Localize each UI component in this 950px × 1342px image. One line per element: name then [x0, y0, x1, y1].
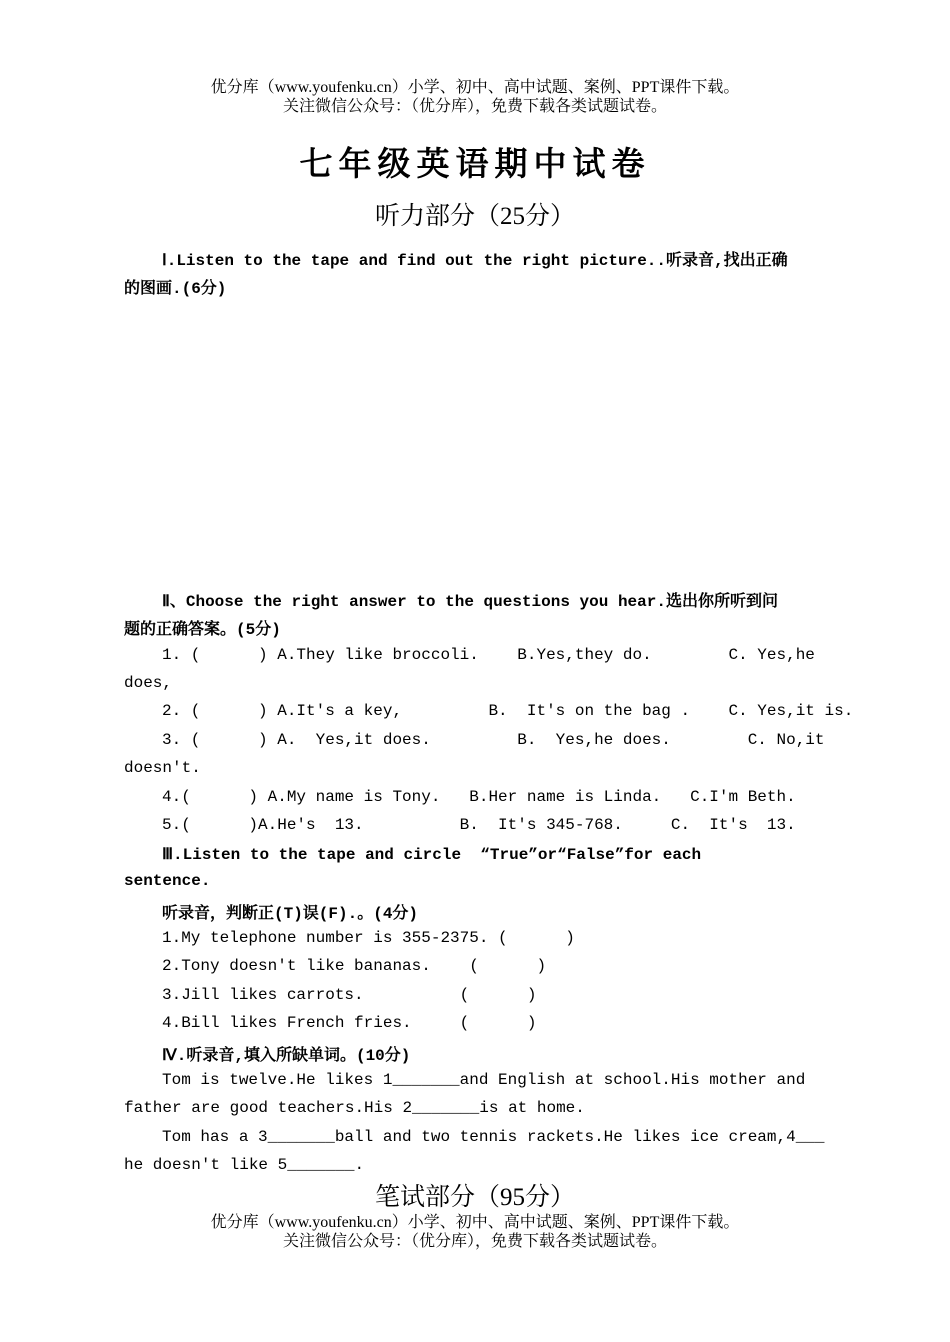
footer-line-1: 优分库（www.youfenku.cn）小学、初中、高中试题、案例、PPT课件下载。: [210, 1214, 740, 1231]
part4-passage-line3: Tom has a 3_______ball and two tennis rackets.He likes ice cream,4___: [162, 1128, 825, 1146]
part2-question-5: 5.( )A.He's 13. B. It's 345-768. C. It's 13.: [162, 816, 796, 834]
part2-question-4: 4.( ) A.My name is Tony. B.Her name is Linda. C.I'm Beth.: [162, 788, 796, 806]
part3-sentence-1: 1.My telephone number is 355-2375. ( ): [162, 929, 575, 947]
exam-title: 七年级英语期中试卷: [299, 144, 651, 183]
part4-title: Ⅳ.听录音,填入所缺单词。(10分): [162, 1047, 411, 1065]
part3-instruction-line2: sentence.: [124, 872, 211, 890]
part1-instruction-line1: Ⅰ.Listen to the tape and find out the right picture..听录音,找出正确: [162, 252, 788, 270]
part2-instruction-line2: 题的正确答案。(5分): [124, 621, 281, 639]
part2-question-1: 1. ( ) A.They like broccoli. B.Yes,they do. C. Yes,he: [162, 646, 815, 664]
part3-sentence-2: 2.Tony doesn't like bananas. ( ): [162, 957, 547, 975]
part2-question-2: 2. ( ) A.It's a key, B. It's on the bag . C. Yes,it is.: [162, 702, 854, 720]
part4-passage-line4: he doesn't like 5_______.: [124, 1156, 365, 1174]
header-banner: [0, 78, 950, 116]
written-section-title: 笔试部分（95分）: [374, 1184, 575, 1211]
footer-banner: [0, 1213, 950, 1251]
part3-instruction-line3: 听录音，判断正(T)误(F).。(4分): [162, 905, 419, 923]
part4-passage-line1: Tom is twelve.He likes 1_______and English at school.His mother and: [162, 1071, 806, 1089]
part1-instruction-line2: 的图画.(6分): [124, 280, 227, 298]
footer-line-2: 关注微信公众号：（优分库），免费下载各类试题试卷。: [282, 1233, 667, 1250]
part2-question-1-wrap: does,: [124, 674, 173, 692]
listening-section-title: 听力部分（25分）: [374, 203, 575, 230]
part3-sentence-4: 4.Bill likes French fries. ( ): [162, 1014, 537, 1032]
part2-question-3: 3. ( ) A. Yes,it does. B. Yes,he does. C. No,it: [162, 731, 825, 749]
part2-question-3-wrap: doesn't.: [124, 759, 201, 777]
part4-passage-line2: father are good teachers.His 2_______is at home.: [124, 1099, 585, 1117]
header-line-2: 关注微信公众号：（优分库），免费下载各类试题试卷。: [282, 98, 667, 115]
part2-instruction-line1: Ⅱ、Choose the right answer to the questions you hear.选出你所听到问: [162, 593, 778, 611]
part3-sentence-3: 3.Jill likes carrots. ( ): [162, 986, 537, 1004]
header-line-1: 优分库（www.youfenku.cn）小学、初中、高中试题、案例、PPT课件下载。: [210, 79, 740, 96]
part3-instruction-line1: Ⅲ.Listen to the tape and circle “True”or“False”for each: [162, 846, 702, 864]
